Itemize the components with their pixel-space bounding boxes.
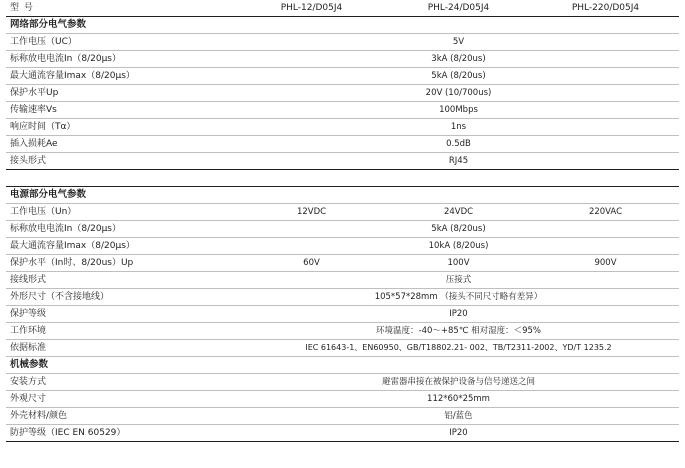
table-row xyxy=(6,306,679,323)
row-value: 5kA (8/20us) xyxy=(238,221,679,238)
table-row xyxy=(6,238,679,255)
row-value: 避雷器串接在被保护设备与信号递送之间 xyxy=(238,374,679,391)
row-value: 60V xyxy=(238,255,385,272)
table-row xyxy=(6,102,679,119)
row-value: 900V xyxy=(532,255,679,272)
row-value: 112*60*25mm xyxy=(238,391,679,408)
table-row xyxy=(6,323,679,340)
row-label: 最大通流容量Imax（8/20μs） xyxy=(6,238,238,255)
row-label: 外观尺寸 xyxy=(6,391,238,408)
row-label: 外形尺寸（不含接地线） xyxy=(6,289,238,306)
section-title-mechanical: 机械参数 xyxy=(6,357,679,374)
row-label: 插入损耗Ae xyxy=(6,136,238,153)
row-value: RJ45 xyxy=(238,153,679,170)
row-value: 100Mbps xyxy=(238,102,679,119)
section-title-power: 电源部分电气参数 xyxy=(6,187,679,204)
row-value: 105*57*28mm （接头不同尺寸略有差异） xyxy=(238,289,679,306)
section-title-row xyxy=(6,187,679,204)
row-value: 3kA (8/20us) xyxy=(238,51,679,68)
table-row xyxy=(6,391,679,408)
model-column-3: PHL-220/D05J4 xyxy=(532,0,679,17)
table-row xyxy=(6,374,679,391)
section-spacer xyxy=(6,170,679,187)
row-value: 1ns xyxy=(238,119,679,136)
table-row xyxy=(6,340,679,357)
model-label: 型 号 xyxy=(6,0,238,17)
row-value: IP20 xyxy=(238,425,679,442)
row-value: 铝/蓝色 xyxy=(238,408,679,425)
row-value: 5V xyxy=(238,34,679,51)
section-title-row xyxy=(6,17,679,34)
row-label: 传输速率Vs xyxy=(6,102,238,119)
row-value: IEC 61643-1、EN60950、GB/T18802.21- 002、TB/T2311-2002、YD/T 1235.2 xyxy=(238,340,679,357)
row-label: 保护水平（In时、8/20us）Up xyxy=(6,255,238,272)
row-label: 保护水平Up xyxy=(6,85,238,102)
row-label: 外壳材料/颜色 xyxy=(6,408,238,425)
section-title-row xyxy=(6,357,679,374)
section-title-network: 网络部分电气参数 xyxy=(6,17,679,34)
row-label: 工作电压（UC） xyxy=(6,34,238,51)
table-row xyxy=(6,51,679,68)
row-label: 工作电压（Un） xyxy=(6,204,238,221)
row-value: 压接式 xyxy=(238,272,679,289)
table-row xyxy=(6,221,679,238)
row-value: 5kA (8/20us) xyxy=(238,68,679,85)
row-value: 10kA (8/20us) xyxy=(238,238,679,255)
row-value: IP20 xyxy=(238,306,679,323)
row-value: 220VAC xyxy=(532,204,679,221)
table-row xyxy=(6,136,679,153)
row-value: 12VDC xyxy=(238,204,385,221)
row-value: 24VDC xyxy=(385,204,532,221)
table-row xyxy=(6,408,679,425)
row-label: 最大通流容量Imax（8/20μs） xyxy=(6,68,238,85)
table-row xyxy=(6,119,679,136)
row-label: 标称放电电流In（8/20μs） xyxy=(6,221,238,238)
table-row xyxy=(6,255,679,272)
row-label: 响应时间（Tα） xyxy=(6,119,238,136)
table-header-row xyxy=(6,0,679,17)
row-label: 接头形式 xyxy=(6,153,238,170)
row-value: 20V (10/700us) xyxy=(238,85,679,102)
table-row xyxy=(6,68,679,85)
row-label: 标称放电电流In（8/20μs） xyxy=(6,51,238,68)
table-row xyxy=(6,34,679,51)
specification-table xyxy=(6,0,679,442)
row-label: 工作环境 xyxy=(6,323,238,340)
row-value: 0.5dB xyxy=(238,136,679,153)
row-value: 100V xyxy=(385,255,532,272)
row-label: 依据标准 xyxy=(6,340,238,357)
row-label: 保护等级 xyxy=(6,306,238,323)
table-row xyxy=(6,204,679,221)
row-value: 环境温度：-40～+85℃ 相对湿度：＜95% xyxy=(238,323,679,340)
table-body xyxy=(6,0,679,442)
table-row xyxy=(6,272,679,289)
row-label: 接线形式 xyxy=(6,272,238,289)
row-label: 防护等级（IEC EN 60529） xyxy=(6,425,238,442)
table-row xyxy=(6,85,679,102)
model-column-1: PHL-12/D05J4 xyxy=(238,0,385,17)
table-row xyxy=(6,289,679,306)
model-column-2: PHL-24/D05J4 xyxy=(385,0,532,17)
table-row xyxy=(6,425,679,442)
row-label: 安装方式 xyxy=(6,374,238,391)
table-row xyxy=(6,153,679,170)
